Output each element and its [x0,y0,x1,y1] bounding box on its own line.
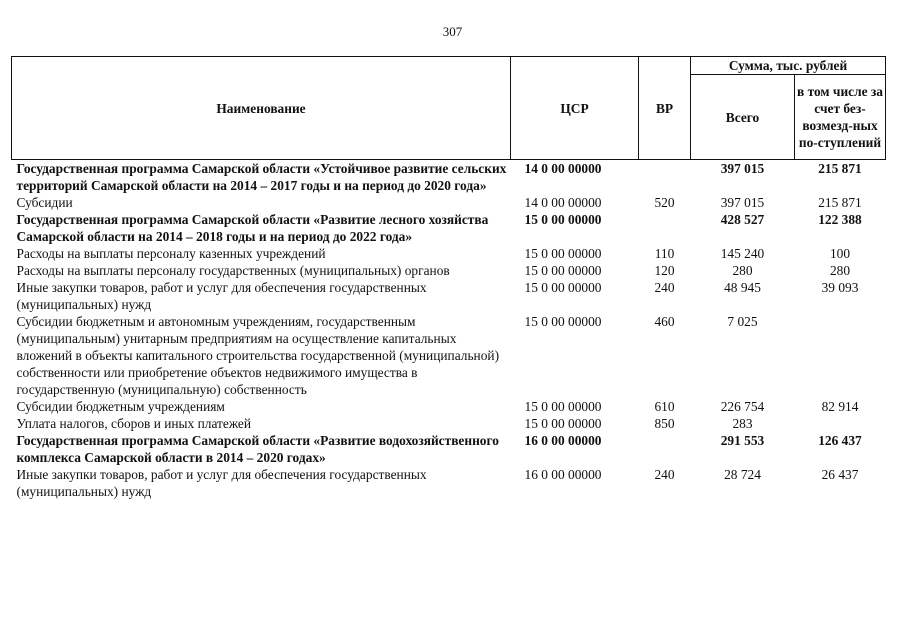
row-free: 215 871 [818,161,862,176]
row-total: 397 015 [720,195,765,210]
header-vr: ВР [639,57,691,160]
row-csr: 16 0 00 00000 [524,467,602,482]
row-free: 39 093 [821,280,859,295]
header-csr: ЦСР [511,57,639,160]
row-total: 428 527 [720,212,765,227]
table-body [12,160,886,501]
header-name: Наименование [12,57,511,160]
row-name: Уплата налогов, сборов и иных платежей [16,416,252,431]
header-free: в том числе за счет без-возмезд-ных по-ступлений [795,75,886,160]
row-name: Субсидии бюджетным учреждениям [16,399,225,414]
row-name: Иные закупки товаров, работ и услуг для обеспечения государственных (муниципальных) нужд [16,467,427,499]
row-vr: 520 [654,195,675,210]
table-row [12,313,886,398]
row-csr: 15 0 00 00000 [524,263,602,278]
row-name: Расходы на выплаты персоналу государственных (муниципальных) органов [16,263,450,278]
table-row [12,279,886,313]
table-row [12,262,886,279]
row-csr: 15 0 00 00000 [524,246,602,261]
row-csr: 15 0 00 00000 [524,280,602,295]
row-total: 397 015 [720,161,765,176]
table-row [12,160,886,195]
row-free: 82 914 [821,399,859,414]
row-free [795,415,886,432]
row-total: 48 945 [724,280,761,295]
row-vr [639,211,691,245]
row-csr: 15 0 00 00000 [524,416,602,431]
row-csr: 16 0 00 00000 [524,433,602,448]
row-vr [639,160,691,195]
row-csr: 15 0 00 00000 [524,212,602,227]
table-header [12,57,886,160]
row-name: Государственная программа Самарской области «Развитие лесного хозяйства Самарской области на 2014 – 2018 годы и на период до 2022 года» [16,212,489,244]
table-row [12,211,886,245]
row-vr: 460 [654,314,675,329]
row-name: Государственная программа Самарской области «Развитие водохозяйственного комплекса Самарской области в 2014 – 2020 годах» [16,433,499,465]
row-name: Субсидии бюджетным и автономным учреждениям, государственным (муниципальным) унитарным предприятиям на осуществление капитальных вложений в объекты капитального строительства государственной (муниципальной) собственности или приобретение объектов недвижимого имущества в государственную (муниципальную) собственность [16,314,500,397]
row-free: 126 437 [818,433,862,448]
row-vr: 610 [654,399,675,414]
header-total: Всего [691,75,795,160]
row-total: 291 553 [720,433,765,448]
row-free [795,313,886,398]
row-free: 26 437 [821,467,859,482]
row-total: 226 754 [720,399,765,414]
row-total: 280 [732,263,753,278]
row-total: 28 724 [724,467,761,482]
table-row [12,432,886,466]
header-sum: Сумма, тыс. рублей [691,57,886,75]
row-vr: 120 [654,263,675,278]
table-row [12,194,886,211]
row-name: Государственная программа Самарской области «Устойчивое развитие сельских территорий Самарской области на 2014 – 2017 годы и на период до 2020 года» [16,161,507,193]
page-number: 307 [442,24,463,39]
row-vr: 110 [654,246,675,261]
row-vr: 240 [654,280,675,295]
table-row [12,415,886,432]
row-csr: 15 0 00 00000 [524,314,602,329]
row-csr: 14 0 00 00000 [524,195,602,210]
budget-table [11,56,886,500]
row-free: 122 388 [818,212,862,227]
row-vr: 240 [654,467,675,482]
table-row [12,466,886,500]
row-total: 283 [732,416,753,431]
table-row [12,398,886,415]
row-csr: 14 0 00 00000 [524,161,602,176]
row-vr: 850 [654,416,675,431]
row-vr [639,432,691,466]
row-total: 7 025 [727,314,758,329]
row-free: 280 [829,263,851,278]
row-free: 100 [829,246,851,261]
row-csr: 15 0 00 00000 [524,399,602,414]
table-row [12,245,886,262]
row-name: Субсидии [16,195,73,210]
row-name: Иные закупки товаров, работ и услуг для обеспечения государственных (муниципальных) нужд [16,280,427,312]
row-name: Расходы на выплаты персоналу казенных учреждений [16,246,326,261]
row-total: 145 240 [720,246,765,261]
row-free: 215 871 [818,195,862,210]
